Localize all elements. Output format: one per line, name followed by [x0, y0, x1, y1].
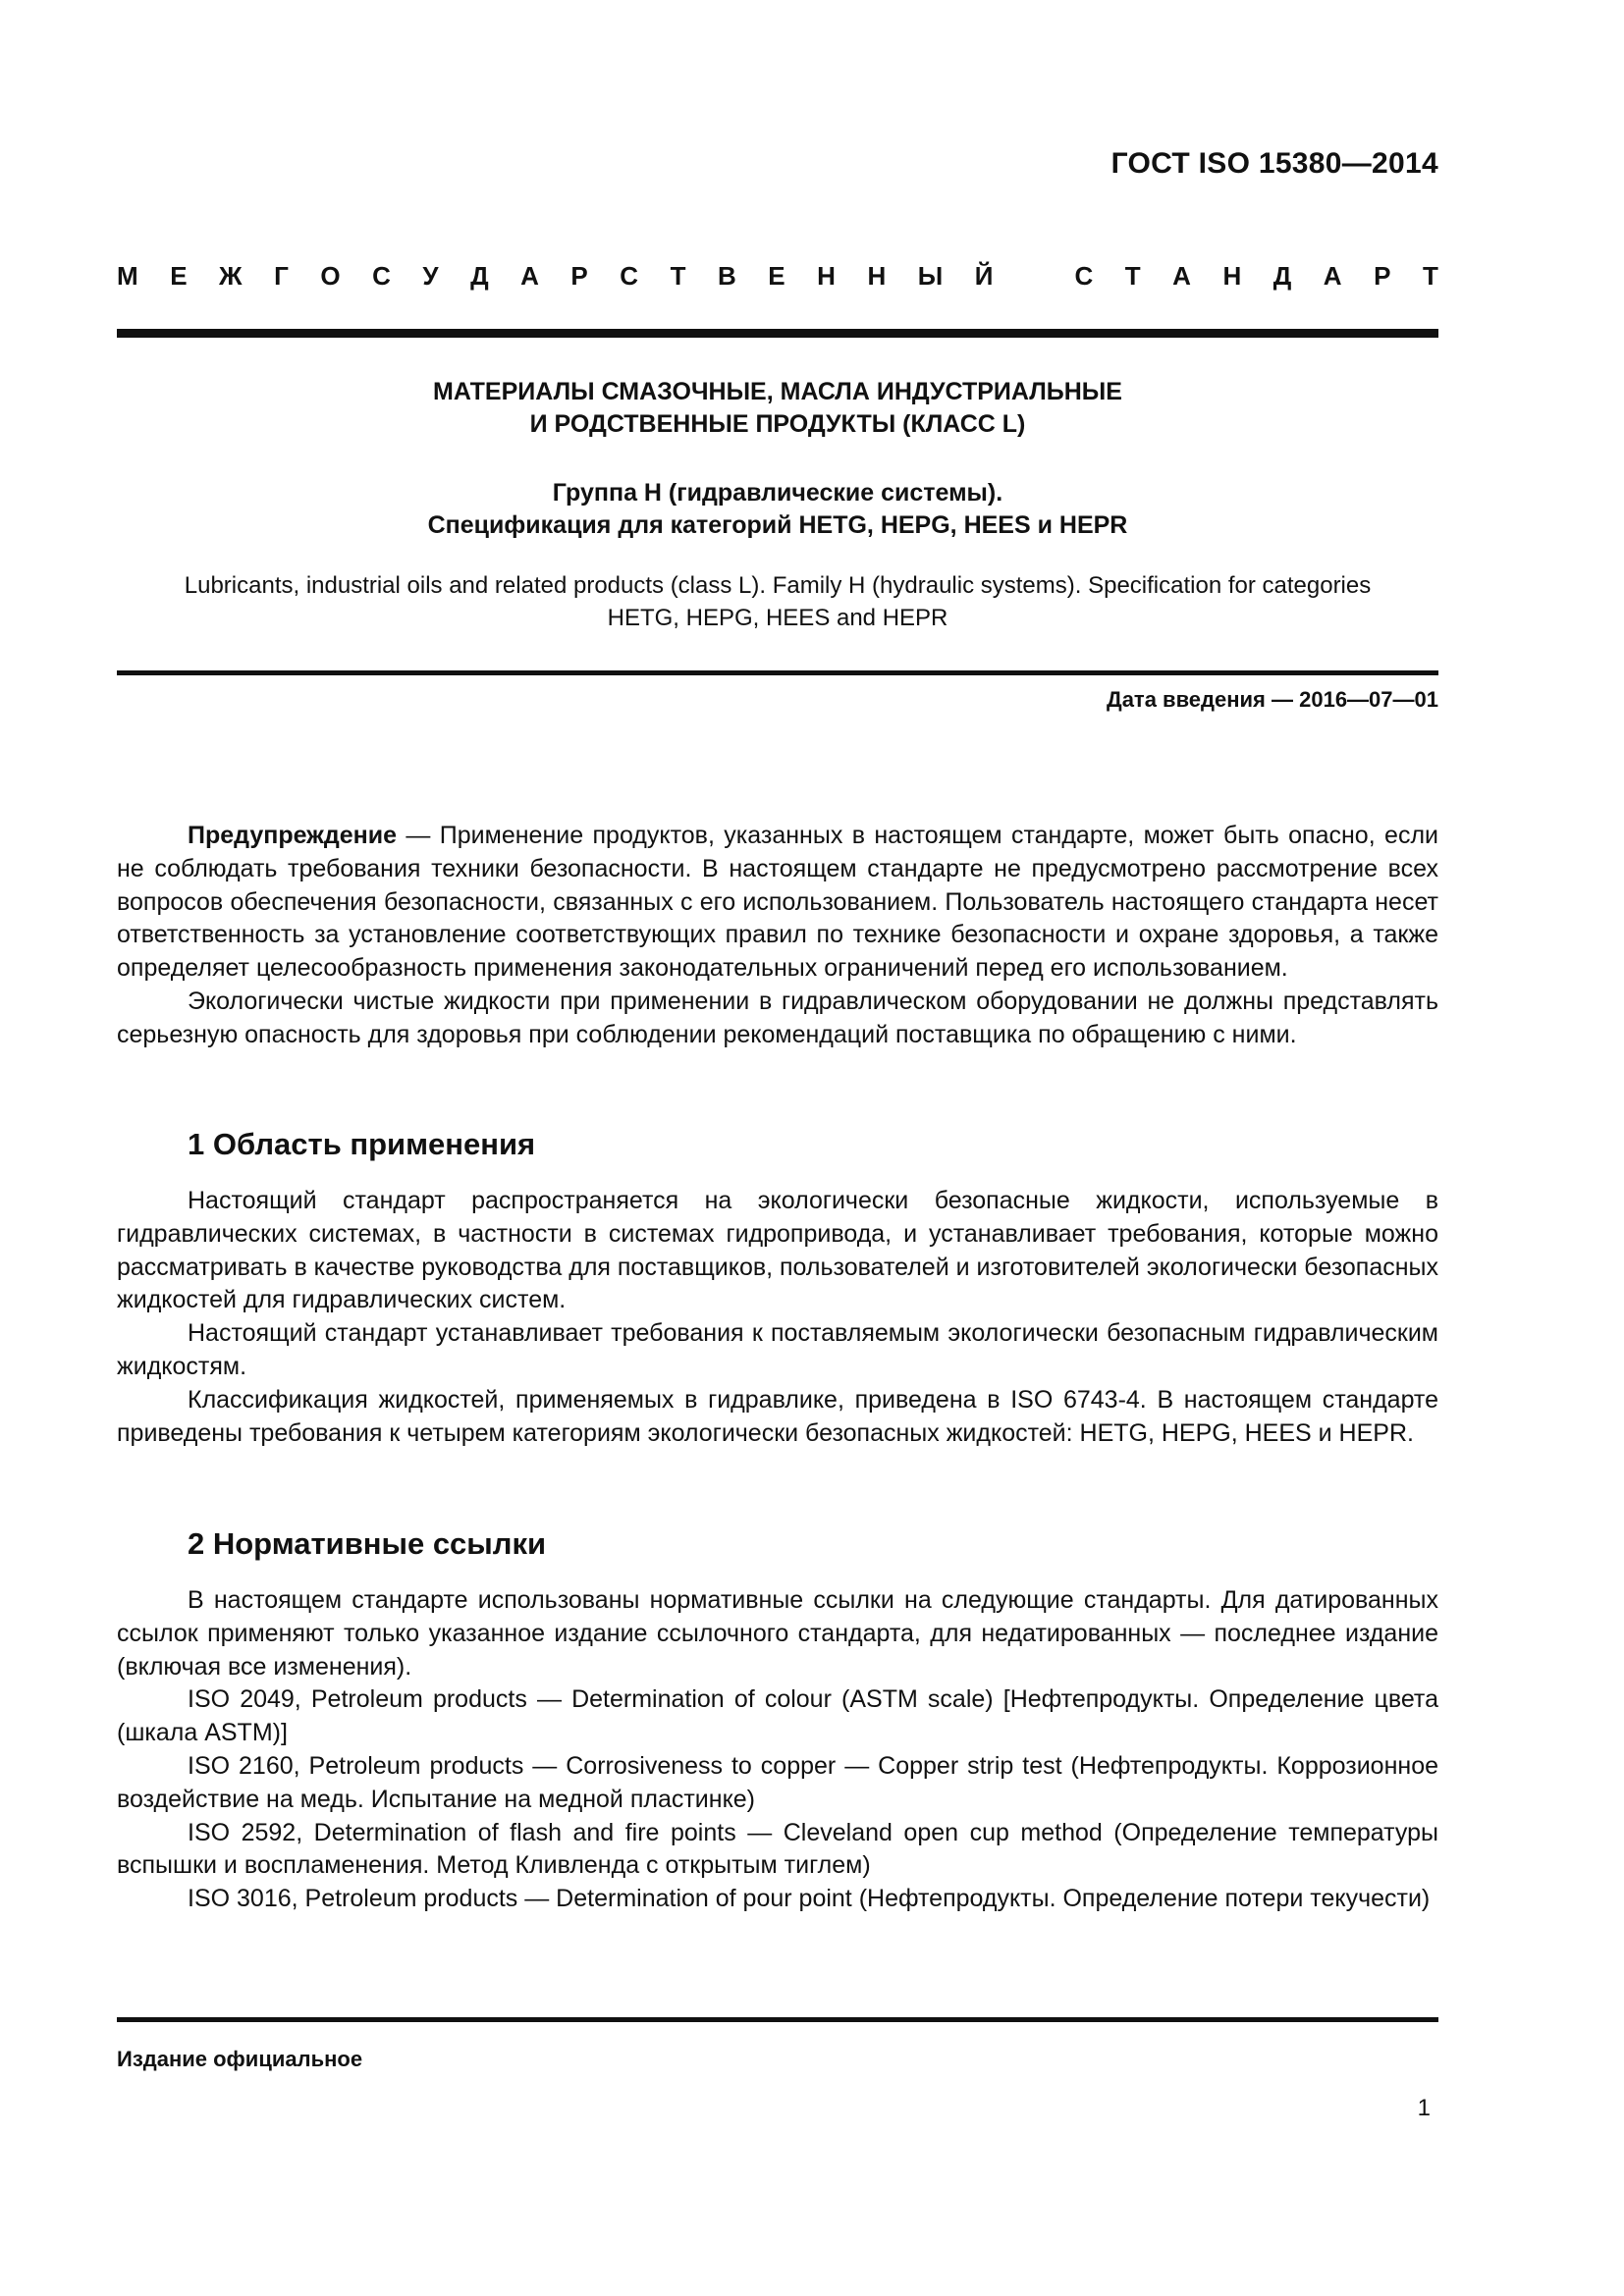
reference-item: ISO 3016, Petroleum products — Determination of pour point (Нефтепродукты. Определение потери текучести): [188, 1885, 1431, 1913]
section-2-body: [117, 1584, 1438, 1916]
banner-letter: Т: [1124, 261, 1141, 291]
section-1-heading: 1 Область применения: [188, 1127, 536, 1161]
english-title-line: HETG, HEPG, HEES and HEPR: [607, 605, 948, 631]
warning-paragraph: [117, 820, 1438, 986]
subtitle-line: Спецификация для категорий HETG, HEPG, HEES и HEPR: [427, 511, 1128, 539]
banner-letter: С: [620, 261, 639, 291]
banner-letter: А: [520, 261, 539, 291]
english-title-line: Lubricants, industrial oils and related products (class L). Family H (hydraulic systems). Specification for categories: [184, 572, 1372, 599]
banner-letter: А: [1172, 261, 1191, 291]
eco-paragraph: Экологически чистые жидкости при применении в гидравлическом оборудовании не должны представлять серьезную опасность для здоровья при соблюдении рекомендаций поставщика по обращению с ними.: [117, 987, 1438, 1048]
interstate-standard-banner: [117, 261, 1438, 292]
reference-item: ISO 2049, Petroleum products — Determination of colour (ASTM scale) [Нефтепродукты. Определение цвета (шкала ASTM)]: [117, 1685, 1438, 1747]
standard-id: ГОСТ ISO 15380—2014: [1110, 147, 1438, 180]
warning-text: — Применение продуктов, указанных в настоящем стандарте, может быть опасно, если не соблюдать требования техники безопасности. В настоящем стандарте не предусмотрено рассмотрение всех вопросов обеспечения безопасности, связанных с его использованием. Пользователь настоящего стандарта несет ответственность за установление соответствующих правил по технике безопасности и охране здоровья, а также определяет целесообразность применения законодательных ограничений перед его использованием.: [117, 822, 1438, 983]
banner-letter: Ы: [917, 261, 944, 291]
banner-letter: Д: [470, 261, 489, 291]
warning-label: Предупреждение: [188, 822, 398, 849]
banner-letter: Т: [670, 261, 686, 291]
banner-letter: Ж: [219, 261, 243, 291]
banner-letter: У: [422, 261, 439, 291]
banner-letter: Н: [867, 261, 887, 291]
banner-letter: С: [1074, 261, 1094, 291]
banner-letter: Н: [1222, 261, 1242, 291]
banner-letter: Е: [170, 261, 188, 291]
russian-subtitle: [117, 477, 1438, 542]
banner-letter: Н: [817, 261, 836, 291]
banner-letter: М: [117, 261, 138, 291]
document-page: [117, 0, 1438, 2296]
banner-letter: С: [372, 261, 391, 291]
title-line: И РОДСТВЕННЫЕ ПРОДУКТЫ (КЛАСС L): [529, 410, 1026, 438]
top-rule: [117, 329, 1438, 338]
paragraph: Классификация жидкостей, применяемых в гидравлике, приведена в ISO 6743-4. В настоящем стандарте приведены требования к четырем категориям экологически безопасных жидкостей: HETG, HEPG, HEES и HEPR.: [117, 1385, 1438, 1447]
introduction-date: Дата введения — 2016—07—01: [1107, 687, 1438, 712]
paragraph: Настоящий стандарт устанавливает требования к поставляемым экологически безопасным гидравлическим жидкостям.: [117, 1319, 1438, 1380]
section-2-heading: 2 Нормативные ссылки: [188, 1526, 547, 1561]
banner-letter: Й: [974, 261, 994, 291]
paragraph: Настоящий стандарт распространяется на экологически безопасные жидкости, используемые в гидравлических системах, в частности в системах гидропривода, и устанавливает требования, которые можно рассматривать в качестве руководства для поставщиков, пользователей и изготовителей экологически безопасных жидкостей для гидравлических систем.: [117, 1187, 1438, 1314]
banner-letter: А: [1323, 261, 1342, 291]
reference-item: ISO 2160, Petroleum products — Corrosiveness to copper — Copper strip test (Нефтепродукты. Коррозионное воздействие на медь. Испытание на медной пластинке): [117, 1751, 1438, 1813]
banner-letter: О: [320, 261, 341, 291]
banner-letter: Е: [768, 261, 785, 291]
banner-letter: Г: [274, 261, 289, 291]
page-number: 1: [1417, 2095, 1431, 2121]
banner-gap: [1025, 261, 1043, 292]
title-line: МАТЕРИАЛЫ СМАЗОЧНЫЕ, МАСЛА ИНДУСТРИАЛЬНЫЕ: [433, 378, 1122, 405]
russian-title: [117, 376, 1438, 441]
banner-letter: Т: [1422, 261, 1438, 291]
official-edition-note: Издание официальное: [117, 2047, 363, 2071]
warning-block: [117, 820, 1438, 1052]
paragraph: В настоящем стандарте использованы нормативные ссылки на следующие стандарты. Для датированных ссылок применяют только указанное издание ссылочного стандарта, для недатированных — последнее издание (включая все изменения).: [117, 1586, 1438, 1681]
title-rule: [117, 670, 1438, 675]
banner-letter: Р: [1374, 261, 1391, 291]
banner-letter: В: [717, 261, 736, 291]
banner-letter: Р: [570, 261, 588, 291]
banner-letter: Д: [1272, 261, 1292, 291]
footer-rule: [117, 2017, 1438, 2022]
english-title: [117, 569, 1438, 634]
reference-item: ISO 2592, Determination of flash and fire points — Cleveland open cup method (Определение температуры вспышки и воспламенения. Метод Кливленда с открытым тиглем): [117, 1818, 1438, 1880]
section-1-body: [117, 1185, 1438, 1450]
subtitle-line: Группа Н (гидравлические системы).: [552, 479, 1003, 507]
